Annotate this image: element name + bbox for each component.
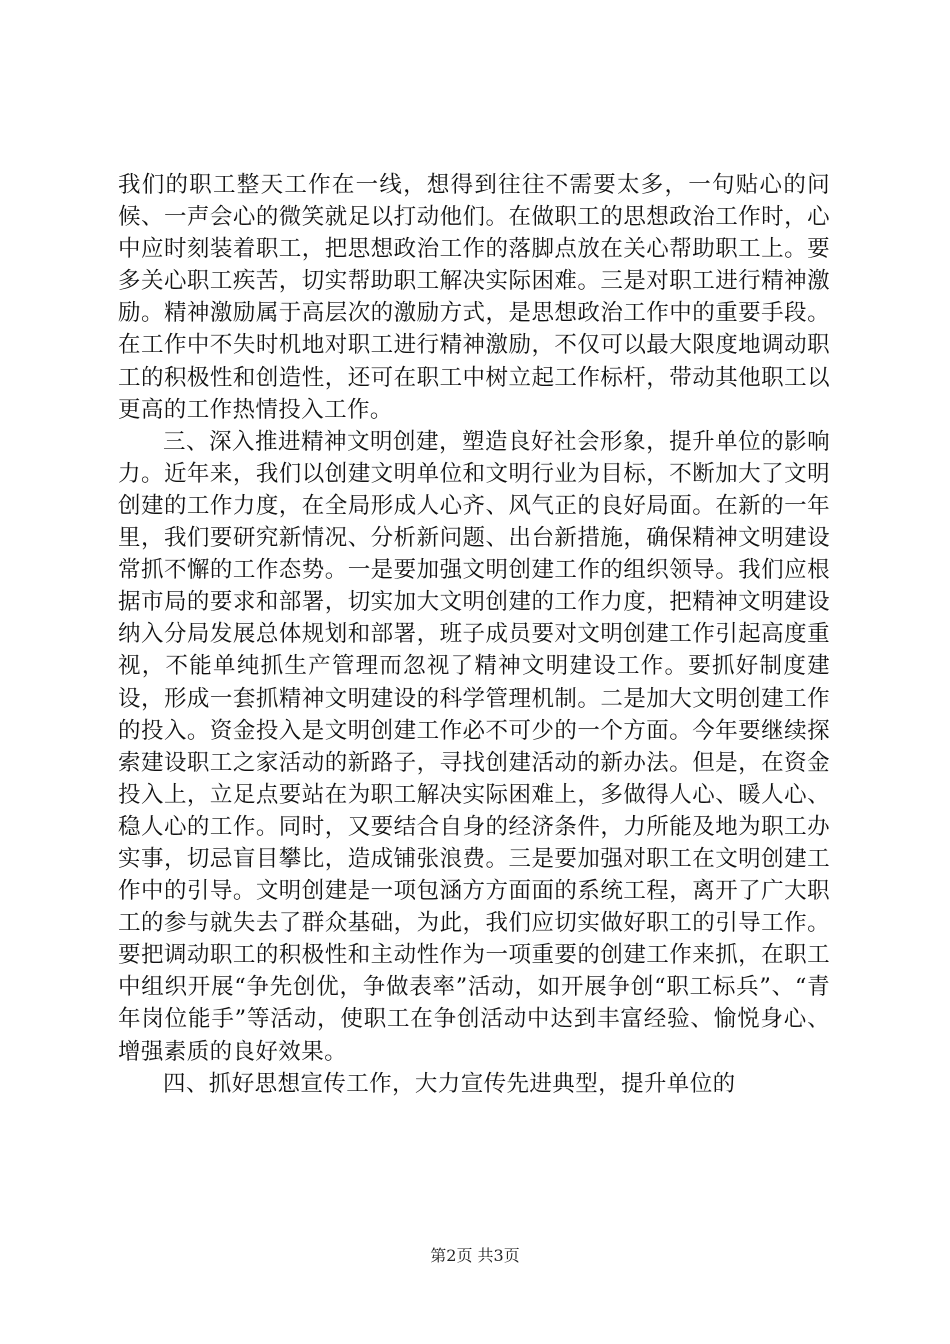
paragraph-continuation: 我们的职工整天工作在一线，想得到往往不需要太多，一句贴心的问候、一声会心的微笑就足以打动他们。在做职工的思想政治工作时，心中应时刻装着职工，把思想政治工作的落脚点放在关心帮助职工上。要多关心职工疾苦，切实帮助职工解决实际困难。三是对职工进行精神激励。精神激励属于高层次的激励方式，是思想政治工作中的重要手段。在工作中不失时机地对职工进行精神激励，不仅可以最大限度地调动职工的积极性和创造性，还可在职工中树立起工作标杆，带动其他职工以更高的工作热情投入工作。 xyxy=(118,172,830,423)
page-number-footer: 第2页 共3页 xyxy=(430,1246,520,1265)
paragraph-section-four: 四、抓好思想宣传工作，大力宣传先进典型，提升单位的 xyxy=(163,1070,736,1097)
paragraph-section-three: 三、深入推进精神文明创建，塑造良好社会形象，提升单位的影响力。近年来，我们以创建文明单位和文明行业为目标，不断加大了文明创建的工作力度，在全局形成人心齐、风气正的良好局面。在新的一年里，我们要研究新情况、分析新问题、出台新措施，确保精神文明建设常抓不懈的工作态势。一是要加强文明创建工作的组织领导。我们应根据市局的要求和部署，切实加大文明创建的工作力度，把精神文明建设纳入分局发展总体规划和部署，班子成员要对文明创建工作引起高度重视，不能单纯抓生产管理而忽视了精神文明建设工作。要抓好制度建设，形成一套抓精神文明建设的科学管理机制。二是加大文明创建工作的投入。资金投入是文明创建工作必不可少的一个方面。今年要继续探索建设职工之家活动的新路子，寻找创建活动的新办法。但是，在资金投入上，立足点要站在为职工解决实际困难上，多做得人心、暖人心、稳人心的工作。同时，又要结合自身的经济条件，力所能及地为职工办实事，切忌盲目攀比，造成铺张浪费。三是要加强对职工在文明创建工作中的引导。文明创建是一项包涵方方面面的系统工程，离开了广大职工的参与就失去了群众基础，为此，我们应切实做好职工的引导工作。要把调动职工的积极性和主动性作为一项重要的创建工作来抓，在职工中组织开展“争先创优，争做表率”活动，如开展争创“职工标兵”、“青年岗位能手”等活动，使职工在争创活动中达到丰富经验、愉悦身心、增强素质的良好效果。 xyxy=(118,428,830,1065)
document-body xyxy=(118,169,830,1100)
